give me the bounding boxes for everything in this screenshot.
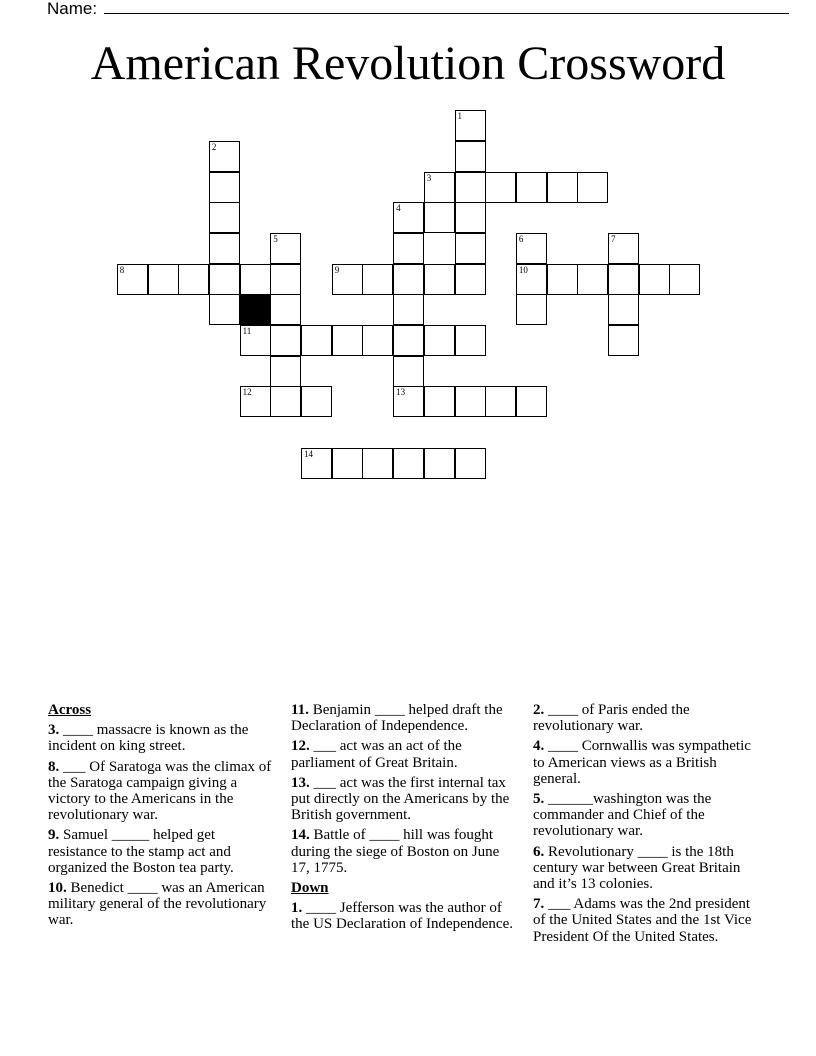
grid-cell[interactable] <box>393 202 424 233</box>
grid-cell[interactable] <box>608 264 639 295</box>
clue-item <box>533 844 765 893</box>
clue-text: ____ Jefferson was the author of the US Declaration of Independence. <box>291 900 513 933</box>
clue-item <box>533 702 765 734</box>
clues-column-2 <box>291 702 519 937</box>
clues-column-1 <box>48 702 273 933</box>
clue-number: 11. <box>291 702 309 718</box>
clue-number-label: 14 <box>304 448 313 459</box>
clue-text: Revolutionary ____ is the 18th century war between Great Britain and it’s 13 colonies. <box>533 843 741 893</box>
grid-cell[interactable] <box>393 294 424 325</box>
clue-item <box>533 791 765 840</box>
grid-cell[interactable] <box>117 264 148 295</box>
grid-cell[interactable] <box>455 448 486 479</box>
grid-cell[interactable] <box>455 386 486 417</box>
clue-number: 13. <box>291 774 310 791</box>
grid-cell[interactable] <box>608 325 639 356</box>
clue-number: 10. <box>48 880 67 897</box>
grid-cell[interactable] <box>332 325 363 356</box>
clue-item <box>48 759 273 824</box>
clue-item <box>291 775 519 824</box>
clue-number-label: 6 <box>518 233 524 244</box>
clue-number: 12. <box>291 738 310 755</box>
grid-cell[interactable] <box>148 264 179 295</box>
grid-cell[interactable] <box>455 110 486 141</box>
grid-cell[interactable] <box>455 172 486 203</box>
clue-item <box>291 900 519 932</box>
grid-cell[interactable] <box>516 264 547 295</box>
clue-text: ____ of Paris ended the revolutionary war. <box>533 702 690 735</box>
clue-item <box>533 896 765 945</box>
clue-item <box>48 827 273 876</box>
clue-text: ___ Of Saratoga was the climax of the Saratoga campaign giving a victory to the Americans in the revolutionary war. <box>48 758 272 824</box>
grid-cell[interactable] <box>178 264 209 295</box>
across-heading: Across <box>48 702 92 718</box>
clue-item <box>48 880 273 929</box>
clue-number-label: 12 <box>242 387 252 398</box>
clue-item <box>291 738 519 770</box>
grid-cell[interactable] <box>240 386 271 417</box>
grid-cell[interactable] <box>209 294 240 325</box>
grid-cell[interactable] <box>240 264 271 295</box>
clues-column-3 <box>533 702 765 949</box>
grid-cell[interactable] <box>455 141 486 172</box>
clue-number-label: 3 <box>426 172 432 183</box>
grid-cell[interactable] <box>209 233 240 264</box>
black-cell <box>240 294 271 325</box>
clue-text: ___ act was an act of the parliament of Great Britain. <box>291 738 462 771</box>
grid-cell[interactable] <box>270 294 301 325</box>
clue-number: 8. <box>48 758 60 775</box>
clue-text: ___ Adams was the 2nd president of the United States and the 1st Vice President Of the United States. <box>533 896 752 945</box>
grid-cell[interactable] <box>577 264 608 295</box>
clue-text: ____ massacre is known as the incident on king street. <box>48 722 249 755</box>
grid-cell[interactable] <box>485 172 516 203</box>
grid-cell[interactable] <box>270 233 301 264</box>
grid-cell[interactable] <box>332 448 363 479</box>
clue-number: 1. <box>291 900 303 917</box>
grid-cell[interactable] <box>209 172 240 203</box>
clue-number-label: 10 <box>518 264 528 275</box>
grid-cell[interactable] <box>424 264 455 295</box>
crossword-grid <box>0 0 816 500</box>
clue-item <box>48 722 273 754</box>
grid-cell[interactable] <box>270 325 301 356</box>
clue-number-label: 2 <box>211 141 217 152</box>
clue-text: Samuel _____ helped get resistance to the stamp act and organized the Boston tea party. <box>48 827 234 876</box>
clue-number: 6. <box>533 843 545 860</box>
grid-cell[interactable] <box>455 325 486 356</box>
grid-cell[interactable] <box>301 386 332 417</box>
clue-number: 2. <box>533 702 545 718</box>
grid-cell[interactable] <box>639 264 670 295</box>
clue-text: Benjamin ____ helped draft the Declaration of Independence. <box>291 702 503 735</box>
name-label: Name: <box>47 0 98 18</box>
grid-cell[interactable] <box>516 386 547 417</box>
grid-cell[interactable] <box>393 448 424 479</box>
grid-cell[interactable] <box>516 294 547 325</box>
clue-text: ___ act was the first internal tax put directly on the Americans by the British government. <box>291 774 510 824</box>
grid-cell[interactable] <box>516 172 547 203</box>
grid-cell[interactable] <box>393 386 424 417</box>
clue-item <box>291 827 519 876</box>
clue-number-label: 9 <box>334 264 340 275</box>
clue-number: 14. <box>291 827 310 844</box>
grid-cell[interactable] <box>608 233 639 264</box>
clue-number-label: 11 <box>242 326 252 336</box>
clue-number-label: 7 <box>611 233 616 244</box>
grid-cell[interactable] <box>485 386 516 417</box>
clue-item <box>533 738 765 787</box>
clue-number-label: 5 <box>273 233 278 244</box>
grid-cell[interactable] <box>455 202 486 233</box>
clue-text: Battle of ____ hill was fought during the siege of Boston on June 17, 1775. <box>291 827 500 876</box>
grid-cell[interactable] <box>209 202 240 233</box>
grid-cell[interactable] <box>362 264 393 295</box>
down-heading: Down <box>291 880 329 897</box>
grid-cell[interactable] <box>270 264 301 295</box>
clue-number: 9. <box>48 827 60 844</box>
clue-text: ______washington was the commander and Chief of the revolutionary war. <box>533 791 712 840</box>
grid-cell[interactable] <box>301 448 332 479</box>
page-title: American Revolution Crossword <box>90 37 726 90</box>
grid-cell[interactable] <box>608 294 639 325</box>
grid-cell[interactable] <box>301 325 332 356</box>
grid-cell[interactable] <box>424 325 455 356</box>
clue-number-label: 4 <box>396 203 401 214</box>
grid-cell[interactable] <box>209 141 240 172</box>
grid-cell[interactable] <box>424 172 455 203</box>
clue-number-label: 8 <box>119 264 125 275</box>
grid-cell[interactable] <box>209 264 240 295</box>
grid-cell[interactable] <box>424 386 455 417</box>
grid-cell[interactable] <box>547 172 578 203</box>
grid-cell[interactable] <box>577 172 608 203</box>
grid-cell[interactable] <box>362 448 393 479</box>
clue-text: Benedict ____ was an American military general of the revolutionary war. <box>48 880 267 929</box>
grid-cell[interactable] <box>393 264 424 295</box>
grid-cell[interactable] <box>424 202 455 233</box>
grid-cell[interactable] <box>270 356 301 387</box>
grid-cell[interactable] <box>270 386 301 417</box>
grid-cell[interactable] <box>424 448 455 479</box>
grid-cell[interactable] <box>362 325 393 356</box>
grid-cell[interactable] <box>669 264 700 295</box>
grid-cell[interactable] <box>393 356 424 387</box>
clue-number-label: 1 <box>457 111 462 122</box>
clue-text: ____ Cornwallis was sympathetic to American views as a British general. <box>533 738 751 787</box>
grid-cell[interactable] <box>240 325 271 356</box>
clue-number: 3. <box>48 722 60 739</box>
grid-cell[interactable] <box>455 233 486 264</box>
grid-cell[interactable] <box>516 233 547 264</box>
clue-item <box>291 702 519 734</box>
grid-cell[interactable] <box>332 264 363 295</box>
clue-number: 7. <box>533 896 545 913</box>
grid-cell[interactable] <box>393 325 424 356</box>
grid-cell[interactable] <box>455 264 486 295</box>
grid-cell[interactable] <box>393 233 424 264</box>
clue-number-label: 13 <box>396 387 406 398</box>
clue-number: 4. <box>533 738 545 755</box>
clue-number: 5. <box>533 791 545 808</box>
grid-cell[interactable] <box>547 264 578 295</box>
